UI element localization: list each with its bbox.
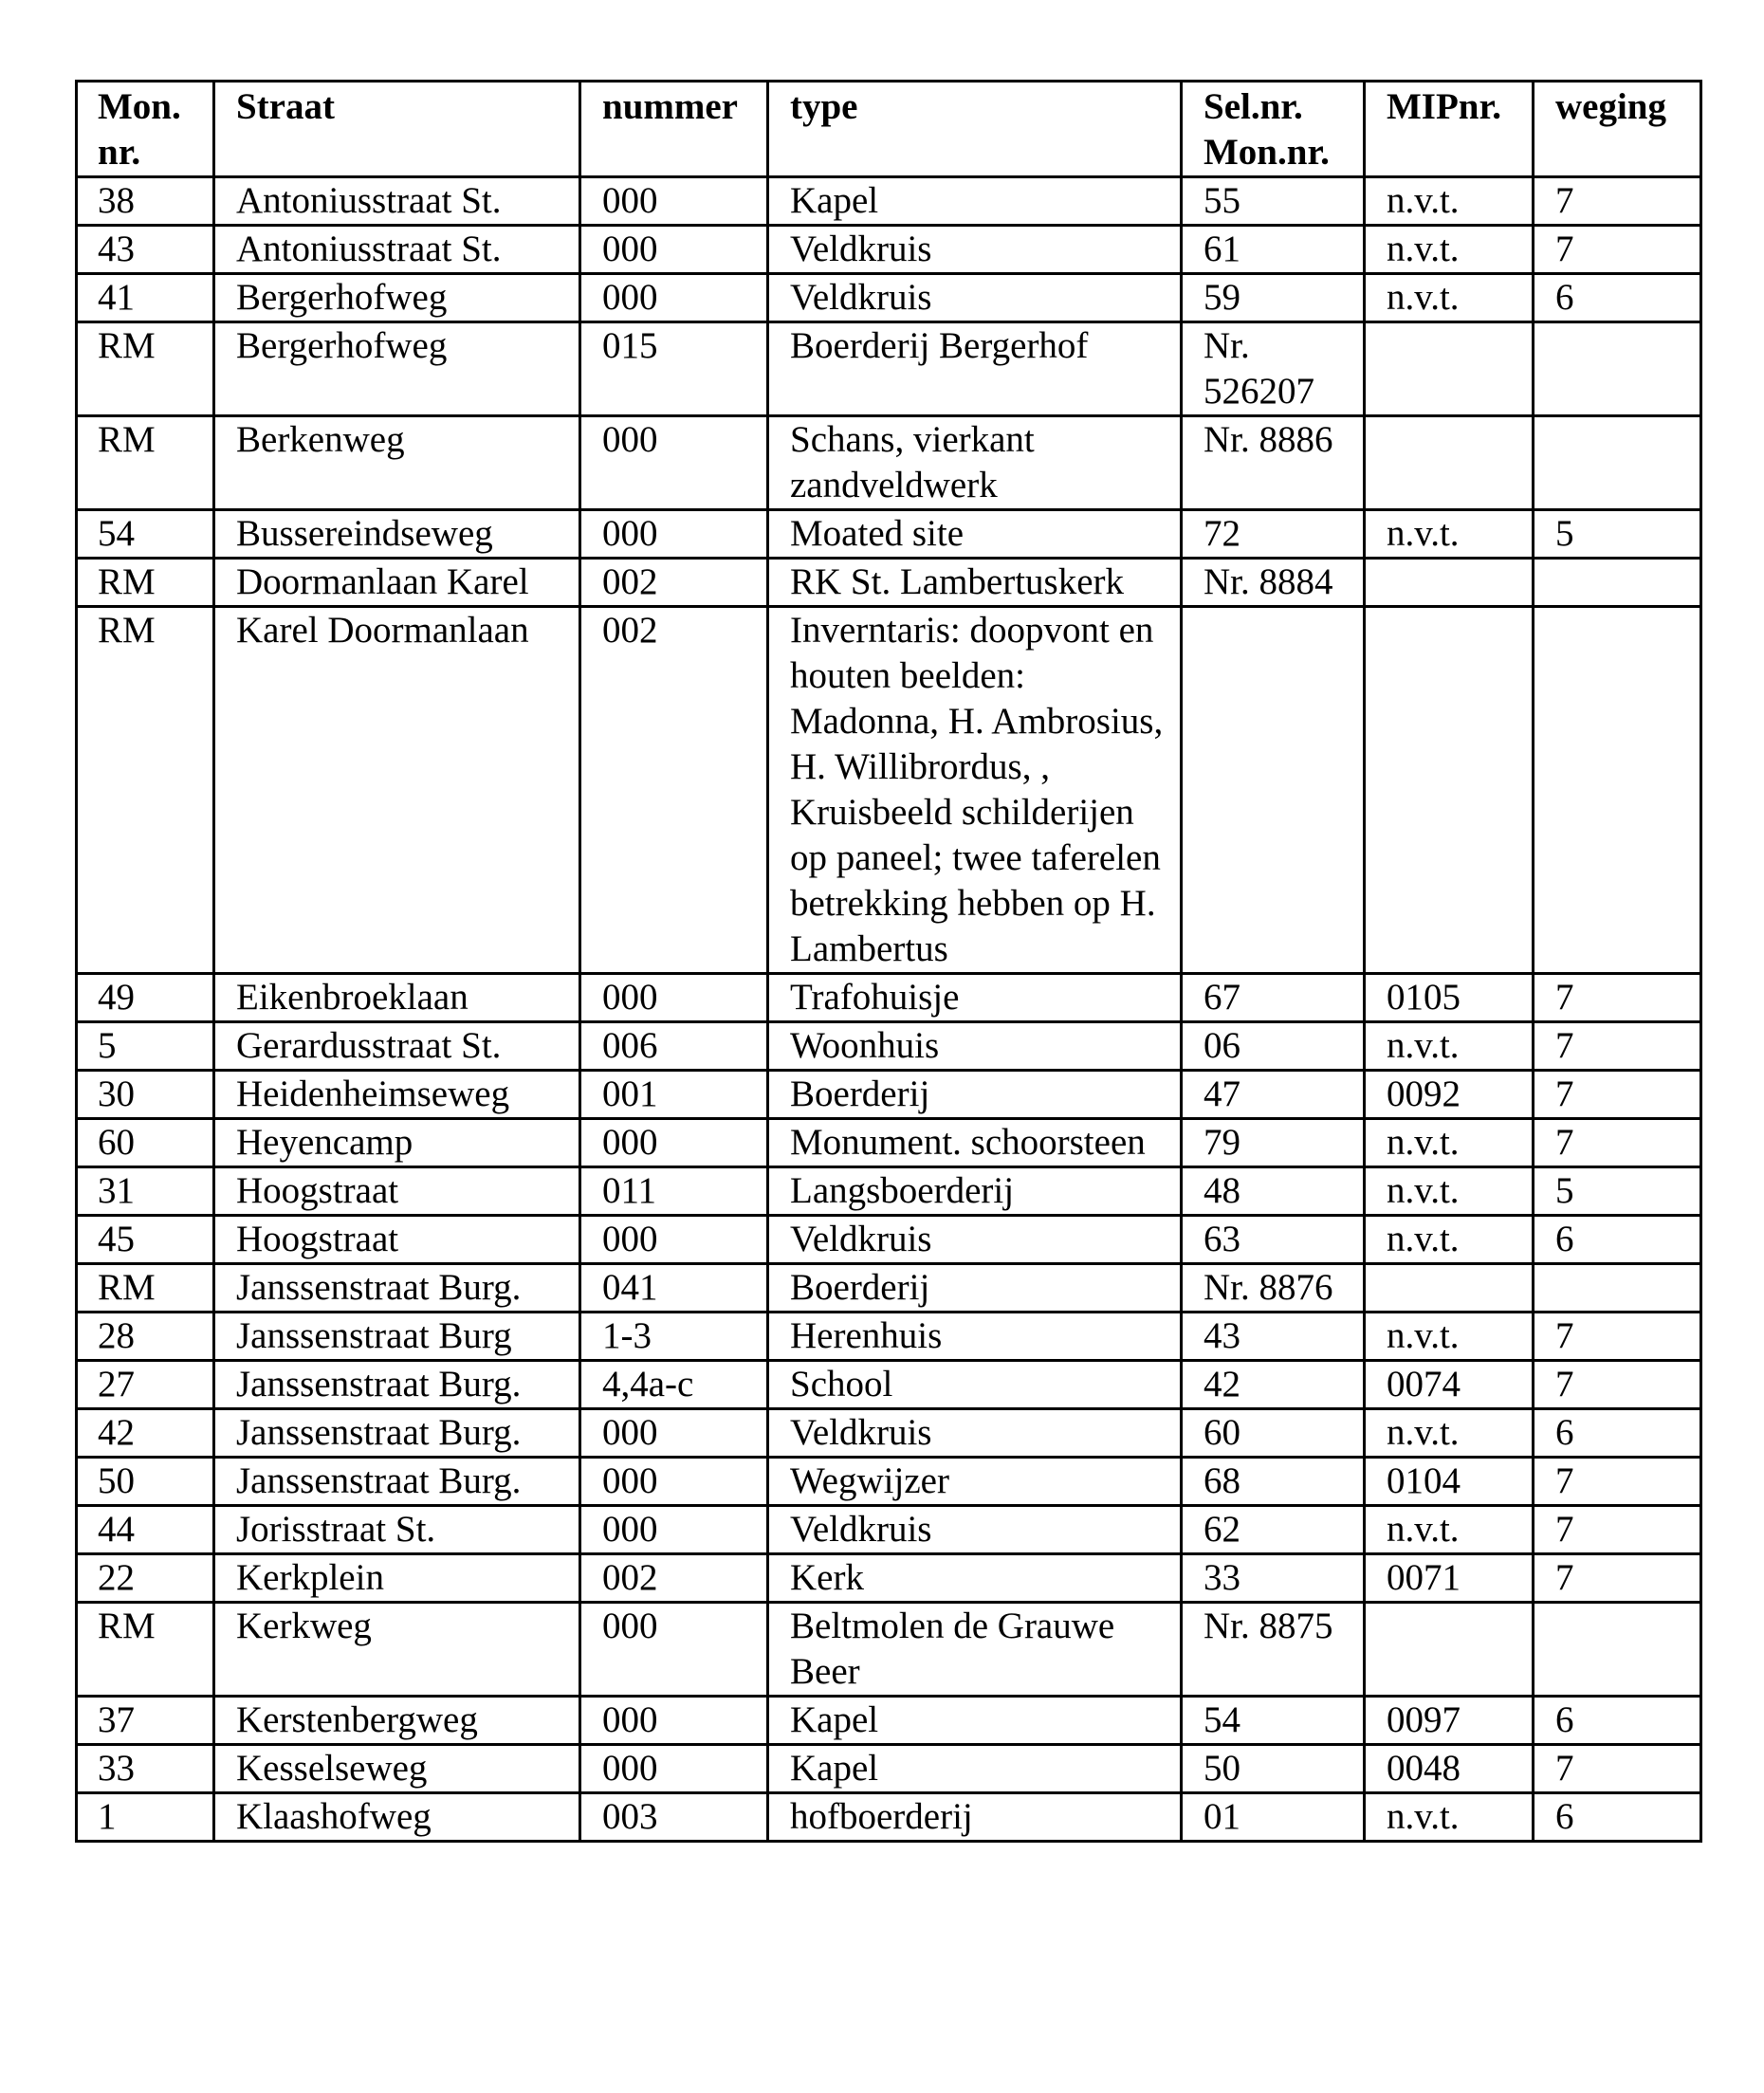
straat-cell: Antoniusstraat St.	[214, 226, 580, 274]
mip-nr-cell: 0048	[1365, 1745, 1534, 1793]
type-cell: Moated site	[768, 510, 1182, 559]
mon-nr-cell: RM	[77, 416, 214, 510]
table-row	[77, 1119, 1701, 1167]
straat-cell: Karel Doormanlaan	[214, 607, 580, 974]
header-straat: Straat	[214, 82, 580, 177]
mip-nr-cell: 0071	[1365, 1554, 1534, 1603]
table-row	[77, 510, 1701, 559]
sel-nr-cell: 33	[1182, 1554, 1365, 1603]
type-cell: Wegwijzer	[768, 1458, 1182, 1506]
mip-nr-cell: n.v.t.	[1365, 1506, 1534, 1554]
type-cell: Herenhuis	[768, 1313, 1182, 1361]
straat-cell: Jorisstraat St.	[214, 1506, 580, 1554]
weging-cell: 6	[1534, 1216, 1701, 1264]
straat-cell: Hoogstraat	[214, 1216, 580, 1264]
straat-cell: Janssenstraat Burg.	[214, 1409, 580, 1458]
table-row	[77, 1167, 1701, 1216]
mon-nr-cell: 27	[77, 1361, 214, 1409]
mip-nr-cell	[1365, 1603, 1534, 1697]
weging-cell	[1534, 607, 1701, 974]
straat-cell: Janssenstraat Burg.	[214, 1361, 580, 1409]
weging-cell: 6	[1534, 1793, 1701, 1842]
straat-cell: Kesselseweg	[214, 1745, 580, 1793]
type-cell: Beltmolen de Grauwe Beer	[768, 1603, 1182, 1697]
weging-cell: 7	[1534, 1022, 1701, 1071]
straat-cell: Hoogstraat	[214, 1167, 580, 1216]
mip-nr-cell: 0104	[1365, 1458, 1534, 1506]
table-row	[77, 416, 1701, 510]
straat-cell: Kerkweg	[214, 1603, 580, 1697]
mip-nr-cell: n.v.t.	[1365, 1409, 1534, 1458]
weging-cell: 7	[1534, 1361, 1701, 1409]
mon-nr-cell: 33	[77, 1745, 214, 1793]
weging-cell: 7	[1534, 1313, 1701, 1361]
type-cell: Veldkruis	[768, 226, 1182, 274]
mip-nr-cell: 0097	[1365, 1697, 1534, 1745]
type-cell: Boerderij	[768, 1071, 1182, 1119]
straat-cell: Bussereindseweg	[214, 510, 580, 559]
straat-cell: Janssenstraat Burg	[214, 1313, 580, 1361]
table-row	[77, 1409, 1701, 1458]
nummer-cell: 000	[580, 177, 768, 226]
mon-nr-cell: 41	[77, 274, 214, 322]
weging-cell: 7	[1534, 1119, 1701, 1167]
type-cell: Veldkruis	[768, 1216, 1182, 1264]
type-cell: Veldkruis	[768, 1409, 1182, 1458]
sel-nr-cell: 61	[1182, 226, 1365, 274]
type-cell: Kapel	[768, 1745, 1182, 1793]
mon-nr-cell: 49	[77, 974, 214, 1022]
sel-nr-cell: 55	[1182, 177, 1365, 226]
weging-cell: 6	[1534, 274, 1701, 322]
nummer-cell: 1-3	[580, 1313, 768, 1361]
table-row	[77, 607, 1701, 974]
straat-cell: Kerstenbergweg	[214, 1697, 580, 1745]
nummer-cell: 000	[580, 1603, 768, 1697]
sel-nr-cell: 43	[1182, 1313, 1365, 1361]
weging-cell: 7	[1534, 1458, 1701, 1506]
type-cell: Kapel	[768, 177, 1182, 226]
nummer-cell: 002	[580, 1554, 768, 1603]
nummer-cell: 000	[580, 1697, 768, 1745]
nummer-cell: 002	[580, 607, 768, 974]
sel-nr-cell: 54	[1182, 1697, 1365, 1745]
nummer-cell: 000	[580, 1119, 768, 1167]
sel-nr-cell: 60	[1182, 1409, 1365, 1458]
nummer-cell: 006	[580, 1022, 768, 1071]
type-cell: Langsboerderij	[768, 1167, 1182, 1216]
weging-cell: 5	[1534, 510, 1701, 559]
mip-nr-cell: n.v.t.	[1365, 226, 1534, 274]
sel-nr-cell: 63	[1182, 1216, 1365, 1264]
header-row	[77, 82, 1701, 177]
straat-cell: Klaashofweg	[214, 1793, 580, 1842]
mip-nr-cell: n.v.t.	[1365, 1022, 1534, 1071]
mip-nr-cell: n.v.t.	[1365, 274, 1534, 322]
straat-cell: Heyencamp	[214, 1119, 580, 1167]
table-row	[77, 1745, 1701, 1793]
sel-nr-cell: 42	[1182, 1361, 1365, 1409]
mip-nr-cell: n.v.t.	[1365, 1216, 1534, 1264]
table-row	[77, 1458, 1701, 1506]
mon-nr-cell: 50	[77, 1458, 214, 1506]
header-nummer: nummer	[580, 82, 768, 177]
nummer-cell: 000	[580, 1745, 768, 1793]
weging-cell	[1534, 322, 1701, 416]
straat-cell: Gerardusstraat St.	[214, 1022, 580, 1071]
nummer-cell: 001	[580, 1071, 768, 1119]
sel-nr-cell	[1182, 607, 1365, 974]
header-weging: weging	[1534, 82, 1701, 177]
type-cell: Kerk	[768, 1554, 1182, 1603]
mon-nr-cell: 31	[77, 1167, 214, 1216]
sel-nr-cell: Nr. 8886	[1182, 416, 1365, 510]
straat-cell: Bergerhofweg	[214, 274, 580, 322]
straat-cell: Bergerhofweg	[214, 322, 580, 416]
header-type: type	[768, 82, 1182, 177]
mon-nr-cell: RM	[77, 1603, 214, 1697]
mon-nr-cell: 42	[77, 1409, 214, 1458]
nummer-cell: 000	[580, 510, 768, 559]
weging-cell: 5	[1534, 1167, 1701, 1216]
mip-nr-cell	[1365, 559, 1534, 607]
table-row	[77, 274, 1701, 322]
mon-nr-cell: RM	[77, 322, 214, 416]
table-row	[77, 559, 1701, 607]
table-row	[77, 177, 1701, 226]
nummer-cell: 011	[580, 1167, 768, 1216]
mon-nr-cell: 5	[77, 1022, 214, 1071]
mon-nr-cell: 44	[77, 1506, 214, 1554]
table-row	[77, 1216, 1701, 1264]
straat-cell: Antoniusstraat St.	[214, 177, 580, 226]
type-cell: Trafohuisje	[768, 974, 1182, 1022]
mip-nr-cell: n.v.t.	[1365, 1313, 1534, 1361]
table-row	[77, 1506, 1701, 1554]
type-cell: Monument. schoorsteen	[768, 1119, 1182, 1167]
mip-nr-cell	[1365, 607, 1534, 974]
straat-cell: Kerkplein	[214, 1554, 580, 1603]
sel-nr-cell: 06	[1182, 1022, 1365, 1071]
nummer-cell: 4,4a-c	[580, 1361, 768, 1409]
table-row	[77, 1603, 1701, 1697]
type-cell: Veldkruis	[768, 1506, 1182, 1554]
type-cell: hofboerderij	[768, 1793, 1182, 1842]
mip-nr-cell	[1365, 1264, 1534, 1313]
mip-nr-cell: n.v.t.	[1365, 1119, 1534, 1167]
straat-cell: Janssenstraat Burg.	[214, 1264, 580, 1313]
type-cell: RK St. Lambertuskerk	[768, 559, 1182, 607]
weging-cell: 7	[1534, 1071, 1701, 1119]
table-row	[77, 974, 1701, 1022]
straat-cell: Heidenheimseweg	[214, 1071, 580, 1119]
mip-nr-cell: 0074	[1365, 1361, 1534, 1409]
weging-cell	[1534, 1603, 1701, 1697]
mon-nr-cell: 38	[77, 177, 214, 226]
mip-nr-cell	[1365, 322, 1534, 416]
sel-nr-cell: 79	[1182, 1119, 1365, 1167]
sel-nr-cell: 59	[1182, 274, 1365, 322]
straat-cell: Eikenbroeklaan	[214, 974, 580, 1022]
table-row	[77, 1022, 1701, 1071]
sel-nr-cell: Nr. 8875	[1182, 1603, 1365, 1697]
nummer-cell: 000	[580, 974, 768, 1022]
weging-cell	[1534, 559, 1701, 607]
nummer-cell: 000	[580, 226, 768, 274]
mip-nr-cell: n.v.t.	[1365, 1167, 1534, 1216]
mon-nr-cell: RM	[77, 559, 214, 607]
table-row	[77, 322, 1701, 416]
nummer-cell: 015	[580, 322, 768, 416]
type-cell: Woonhuis	[768, 1022, 1182, 1071]
table-row	[77, 1697, 1701, 1745]
nummer-cell: 002	[580, 559, 768, 607]
mip-nr-cell: n.v.t.	[1365, 1793, 1534, 1842]
table-row	[77, 1793, 1701, 1842]
mip-nr-cell: n.v.t.	[1365, 510, 1534, 559]
weging-cell: 6	[1534, 1409, 1701, 1458]
sel-nr-cell: 62	[1182, 1506, 1365, 1554]
nummer-cell: 000	[580, 1216, 768, 1264]
type-cell: Boerderij	[768, 1264, 1182, 1313]
mon-nr-cell: RM	[77, 1264, 214, 1313]
table-body	[77, 177, 1701, 1842]
mon-nr-cell: 30	[77, 1071, 214, 1119]
nummer-cell: 041	[580, 1264, 768, 1313]
sel-nr-cell: 72	[1182, 510, 1365, 559]
sel-nr-cell: Nr. 526207	[1182, 322, 1365, 416]
nummer-cell: 000	[580, 416, 768, 510]
sel-nr-cell: Nr. 8876	[1182, 1264, 1365, 1313]
mon-nr-cell: 22	[77, 1554, 214, 1603]
nummer-cell: 000	[580, 274, 768, 322]
weging-cell: 7	[1534, 226, 1701, 274]
straat-cell: Doormanlaan Karel	[214, 559, 580, 607]
header-mip-nr: MIPnr.	[1365, 82, 1534, 177]
sel-nr-cell: 01	[1182, 1793, 1365, 1842]
weging-cell	[1534, 416, 1701, 510]
weging-cell: 7	[1534, 177, 1701, 226]
mon-nr-cell: 37	[77, 1697, 214, 1745]
sel-nr-cell: 67	[1182, 974, 1365, 1022]
table-row	[77, 1313, 1701, 1361]
type-cell: Inverntaris: doopvont en houten beelden: Madonna, H. Ambrosius, H. Willibrordus, , Kruisbeeld schilderijen op paneel; twee taferelen betrekking hebben op H. Lambertus	[768, 607, 1182, 974]
sel-nr-cell: Nr. 8884	[1182, 559, 1365, 607]
type-cell: Veldkruis	[768, 274, 1182, 322]
sel-nr-cell: 47	[1182, 1071, 1365, 1119]
mip-nr-cell: n.v.t.	[1365, 177, 1534, 226]
type-cell: Kapel	[768, 1697, 1182, 1745]
table-row	[77, 1554, 1701, 1603]
type-cell: Schans, vierkant zandveldwerk	[768, 416, 1182, 510]
weging-cell	[1534, 1264, 1701, 1313]
weging-cell: 7	[1534, 1554, 1701, 1603]
table-row	[77, 1361, 1701, 1409]
sel-nr-cell: 68	[1182, 1458, 1365, 1506]
mip-nr-cell: 0105	[1365, 974, 1534, 1022]
table-row	[77, 226, 1701, 274]
mip-nr-cell: 0092	[1365, 1071, 1534, 1119]
mon-nr-cell: 45	[77, 1216, 214, 1264]
mon-nr-cell: 1	[77, 1793, 214, 1842]
mon-nr-cell: RM	[77, 607, 214, 974]
table-row	[77, 1264, 1701, 1313]
mon-nr-cell: 43	[77, 226, 214, 274]
nummer-cell: 000	[580, 1409, 768, 1458]
header-mon-nr: Mon. nr.	[77, 82, 214, 177]
weging-cell: 7	[1534, 1745, 1701, 1793]
type-cell: Boerderij Bergerhof	[768, 322, 1182, 416]
header-sel-nr: Sel.nr. Mon.nr.	[1182, 82, 1365, 177]
monument-table	[75, 80, 1702, 1843]
mon-nr-cell: 54	[77, 510, 214, 559]
weging-cell: 7	[1534, 1506, 1701, 1554]
weging-cell: 7	[1534, 974, 1701, 1022]
mip-nr-cell	[1365, 416, 1534, 510]
straat-cell: Janssenstraat Burg.	[214, 1458, 580, 1506]
nummer-cell: 000	[580, 1458, 768, 1506]
sel-nr-cell: 50	[1182, 1745, 1365, 1793]
type-cell: School	[768, 1361, 1182, 1409]
nummer-cell: 000	[580, 1506, 768, 1554]
table-row	[77, 1071, 1701, 1119]
mon-nr-cell: 28	[77, 1313, 214, 1361]
nummer-cell: 003	[580, 1793, 768, 1842]
weging-cell: 6	[1534, 1697, 1701, 1745]
sel-nr-cell: 48	[1182, 1167, 1365, 1216]
straat-cell: Berkenweg	[214, 416, 580, 510]
mon-nr-cell: 60	[77, 1119, 214, 1167]
